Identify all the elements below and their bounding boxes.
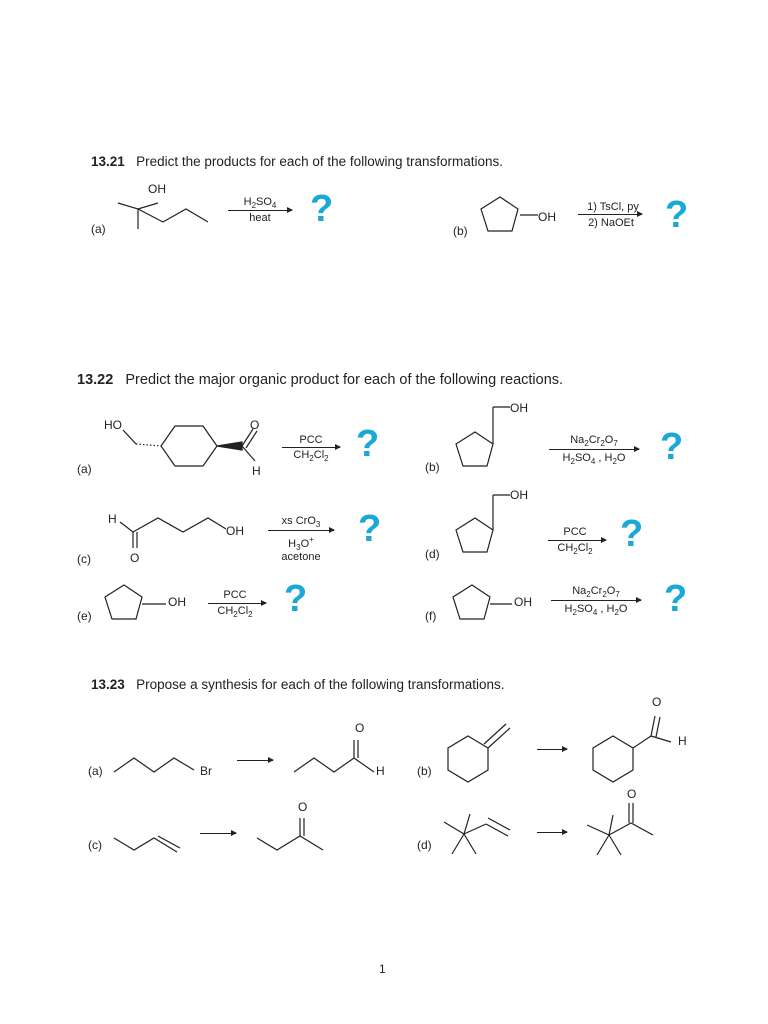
- problem-number: 13.22: [77, 372, 114, 388]
- reagent-conditions-bottom: $CH_2Cl_2$: [557, 542, 593, 556]
- reagent-conditions-bottom: $CH_2Cl_2$: [293, 449, 329, 463]
- unknown-product-question-mark: ?: [665, 194, 689, 236]
- part-label: (a): [91, 222, 106, 236]
- butanone-structure: [255, 812, 335, 860]
- oxygen-label: O: [355, 721, 365, 735]
- oxygen-label: O: [250, 418, 260, 432]
- part-label: (d): [417, 838, 432, 852]
- hydroxyl-label: OH: [148, 182, 166, 196]
- oxygen-label: O: [652, 695, 662, 709]
- problem-instruction: Predict the major organic product for each of the following reactions.: [125, 372, 564, 388]
- problem-instruction: Predict the products for each of the following transformations.: [136, 154, 504, 169]
- aldehyde-alcohol-chain: [118, 512, 233, 552]
- part-label: (f): [425, 609, 437, 623]
- hydrogen-label: H: [678, 734, 687, 748]
- reaction-arrow: [228, 210, 292, 211]
- problem-number: 13.23: [91, 677, 125, 692]
- part-label: (d): [425, 547, 440, 561]
- reagent-conditions: PCC: [223, 589, 247, 601]
- unknown-product-question-mark: ?: [356, 423, 380, 465]
- part-label: (a): [88, 764, 103, 778]
- part-label: (c): [77, 552, 91, 566]
- problem-13-21-heading: [91, 154, 503, 169]
- dimethylbutene-structure: [442, 812, 522, 857]
- hydroxyl-label: OH: [514, 595, 532, 609]
- unknown-product-question-mark: ?: [310, 188, 334, 230]
- reagent-conditions: xs CrO$_3$: [281, 515, 321, 529]
- hydroxyl-label: OH: [510, 488, 528, 502]
- part-label: (e): [77, 609, 92, 623]
- reaction-arrow: [237, 760, 273, 761]
- cyclopentane-ring: [478, 194, 538, 236]
- unknown-product-question-mark: ?: [664, 578, 688, 620]
- hydrogen-label: H: [108, 512, 117, 526]
- hydroxyl-label: OH: [538, 210, 556, 224]
- butene-structure: [112, 832, 187, 858]
- methylenecyclohexane-structure: [440, 722, 520, 782]
- unknown-product-question-mark: ?: [284, 578, 308, 620]
- dimethylbutanone-structure: [585, 795, 670, 857]
- reagent-conditions-bottom: $H_2SO_4$ , $H_2O$: [564, 603, 628, 617]
- bromine-label: Br: [200, 764, 212, 778]
- reagent-conditions-bottom: $H_2SO_4$ , $H_2O$: [562, 452, 626, 466]
- reagent-conditions-middle: $H_3O^+$: [288, 535, 314, 552]
- problem-instruction: Propose a synthesis for each of the following transformations.: [136, 677, 505, 692]
- reagent-conditions: $Na_2Cr_2O_7$: [572, 585, 620, 599]
- problem-13-23-heading: [91, 677, 505, 692]
- part-label: (c): [88, 838, 102, 852]
- part-label: (a): [77, 462, 92, 476]
- reagent-conditions-bottom: 2) NaOEt: [588, 217, 634, 229]
- reaction-arrow: [282, 447, 340, 448]
- pentanal-structure: [292, 734, 382, 779]
- unknown-product-question-mark: ?: [660, 426, 684, 468]
- reagent-conditions: $H_2SO_4$: [243, 196, 277, 210]
- hydroxyl-label: OH: [226, 524, 244, 538]
- hydroxyl-label: OH: [510, 401, 528, 415]
- reagent-conditions-bottom: heat: [249, 212, 271, 224]
- unknown-product-question-mark: ?: [358, 508, 382, 550]
- hydrogen-label: H: [252, 464, 261, 478]
- page-number: 1: [379, 962, 386, 976]
- reagent-conditions: 1) TsCl, py: [587, 201, 639, 213]
- hydroxyl-label: HO: [104, 418, 122, 432]
- reagent-conditions-bottom: $CH_2Cl_2$: [217, 605, 253, 619]
- reaction-arrow: [551, 600, 641, 601]
- reaction-arrow: [548, 540, 606, 541]
- reagent-conditions: PCC: [299, 434, 323, 446]
- reaction-arrow: [578, 214, 642, 215]
- problem-number: 13.21: [91, 154, 125, 169]
- reagent-conditions: PCC: [563, 526, 587, 538]
- oxygen-label: O: [130, 551, 140, 565]
- unknown-product-question-mark: ?: [620, 513, 644, 555]
- bromobutane-structure: [112, 752, 202, 776]
- reagent-conditions: $Na_2Cr_2O_7$: [570, 434, 618, 448]
- hydrogen-label: H: [376, 764, 385, 778]
- reaction-arrow: [537, 832, 567, 833]
- reaction-arrow: [268, 530, 334, 531]
- reaction-arrow: [549, 449, 639, 450]
- problem-13-22-heading: [77, 372, 563, 388]
- part-label: (b): [417, 764, 432, 778]
- reaction-arrow: [537, 749, 567, 750]
- part-label: (b): [425, 460, 440, 474]
- oxygen-label: O: [627, 787, 637, 801]
- reactant-structure: [118, 195, 218, 235]
- reaction-arrow: [200, 833, 236, 834]
- hydroxyl-label: OH: [168, 595, 186, 609]
- reaction-arrow: [208, 603, 266, 604]
- cyclopentanol-structure: [450, 582, 520, 626]
- cyclopentanol-structure: [102, 582, 172, 626]
- cyclohexane-aldehyde-structure: [118, 424, 263, 469]
- reagent-conditions-bottom: acetone: [281, 551, 321, 563]
- oxygen-label: O: [298, 800, 308, 814]
- part-label: (b): [453, 224, 468, 238]
